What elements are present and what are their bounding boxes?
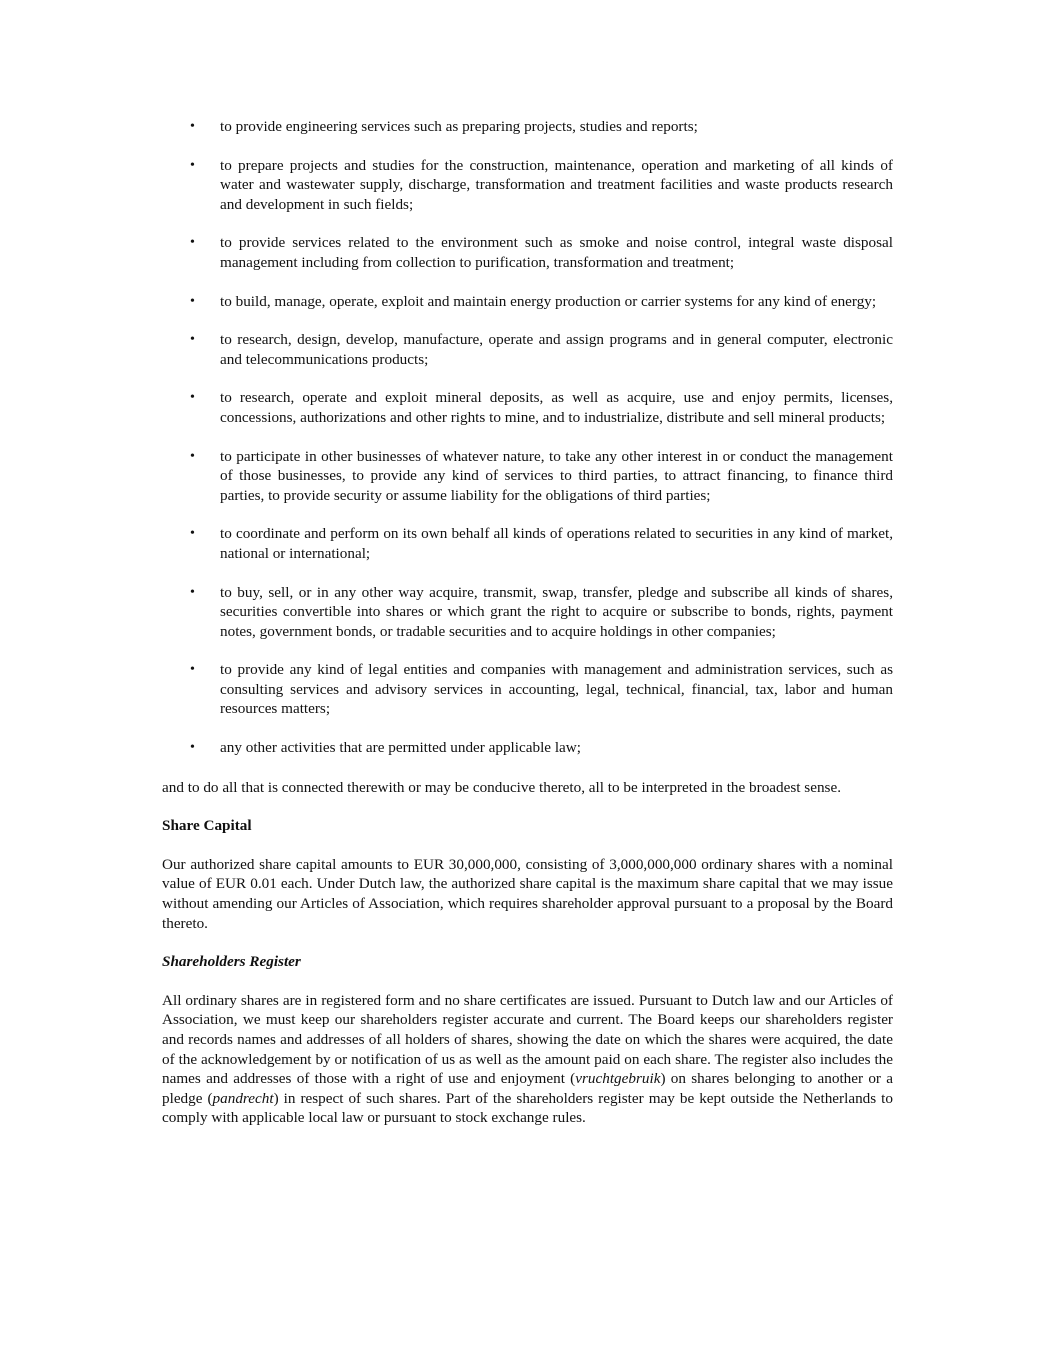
- list-item-text: to research, operate and exploit mineral deposits, as well as acquire, use and enjoy permits, licenses, concessions, authorizations and other rights to mine, and to industrialize, distribute and sell mineral products;: [220, 389, 893, 426]
- list-item: [162, 117, 893, 137]
- list-item-text: to prepare projects and studies for the construction, maintenance, operation and marketing of all kinds of water and wastewater supply, discharge, transformation and treatment facilities and waste products research and development in such fields;: [220, 156, 893, 213]
- list-item: [162, 292, 893, 312]
- list-item: [162, 524, 893, 563]
- list-item-text: to provide any kind of legal entities and companies with management and administration services, such as consulting services and advisory services in accounting, legal, technical, financial, tax, labor and human resources matters;: [220, 661, 893, 718]
- bullet-icon: •: [190, 390, 195, 406]
- register-text-part1: All ordinary shares are in registered form and no share certificates are issued. Pursuant to Dutch law and our Articles of Association, we must keep our shareholders register accurate and current. The Board keeps our shareholders register and records names and addresses of all holders of shares, showing the date on which the shares were acquired, the date of the acknowledgement by or notification of us as well as the amount paid on each share. The register also includes the names and addresses of those with a right of use and enjoyment (: [162, 991, 893, 1088]
- bullet-icon: •: [190, 662, 195, 678]
- shareholders-register-paragraph: [162, 991, 893, 1128]
- list-item-text: to buy, sell, or in any other way acquire, transmit, swap, transfer, pledge and subscribe all kinds of shares, securities convertible into shares or which grant the right to acquire or subscribe to bonds, rights, payment notes, government bonds, or tradable securities and to acquire holdings in other companies;: [220, 583, 893, 640]
- bullet-icon: •: [190, 526, 195, 542]
- document-page: [162, 117, 893, 1147]
- list-item-text: to build, manage, operate, exploit and maintain energy production or carrier systems for any kind of energy;: [220, 292, 877, 310]
- bullet-icon: •: [190, 157, 195, 173]
- list-item-text: to provide services related to the environment such as smoke and noise control, integral waste disposal management including from collection to purification, transformation and treatment;: [220, 234, 893, 271]
- register-text-part3: ) in respect of such shares. Part of the shareholders register may be kept outside the Netherlands to comply with applicable local law or pursuant to stock exchange rules.: [162, 1089, 893, 1127]
- objects-list: [162, 117, 893, 758]
- list-item: [162, 330, 893, 369]
- list-item-text: to participate in other businesses of whatever nature, to take any other interest in or conduct the management of those businesses, to provide any kind of services to third parties, to attract financing, to finance third parties, to provide security or assume liability for the obligations of third parties;: [220, 447, 893, 504]
- list-item: [162, 388, 893, 427]
- term-pandrecht: pandrecht: [212, 1089, 274, 1107]
- bullet-icon: •: [190, 740, 195, 756]
- list-item: [162, 447, 893, 506]
- list-item: [162, 583, 893, 642]
- shareholders-register-heading: Shareholders Register: [162, 953, 301, 971]
- list-item: [162, 660, 893, 719]
- list-item: [162, 233, 893, 272]
- term-vruchtgebruik: vruchtgebruik: [575, 1070, 661, 1088]
- bullet-icon: •: [190, 448, 195, 464]
- list-item: [162, 156, 893, 215]
- list-item-text: any other activities that are permitted under applicable law;: [220, 739, 581, 757]
- bullet-icon: •: [190, 119, 195, 134]
- list-item-text: to provide engineering services such as preparing projects, studies and reports;: [220, 118, 698, 135]
- register-text-part2: ) on shares belonging to another or a pledge (: [162, 1070, 893, 1107]
- share-capital-paragraph: Our authorized share capital amounts to EUR 30,000,000, consisting of 3,000,000,000 ordinary shares with a nominal value of EUR 0.01 each. Under Dutch law, the authorized share capital is the maximum share capital that we may issue without amending our Articles of Association, which requires shareholder approval pursuant to a proposal by the Board thereto.: [162, 855, 893, 932]
- closing-paragraph: and to do all that is connected therewith or may be conducive thereto, all to be interpreted in the broadest sense.: [162, 778, 841, 796]
- list-item-text: to coordinate and perform on its own behalf all kinds of operations related to securities in any kind of market, national or international;: [220, 525, 893, 562]
- bullet-icon: •: [190, 584, 195, 600]
- list-item: [162, 738, 893, 758]
- bullet-icon: •: [190, 235, 195, 251]
- list-item-text: to research, design, develop, manufacture, operate and assign programs and in general computer, electronic and telecommunications products;: [220, 331, 893, 368]
- bullet-icon: •: [190, 293, 195, 309]
- bullet-icon: •: [190, 332, 195, 348]
- share-capital-heading: Share Capital: [162, 817, 252, 835]
